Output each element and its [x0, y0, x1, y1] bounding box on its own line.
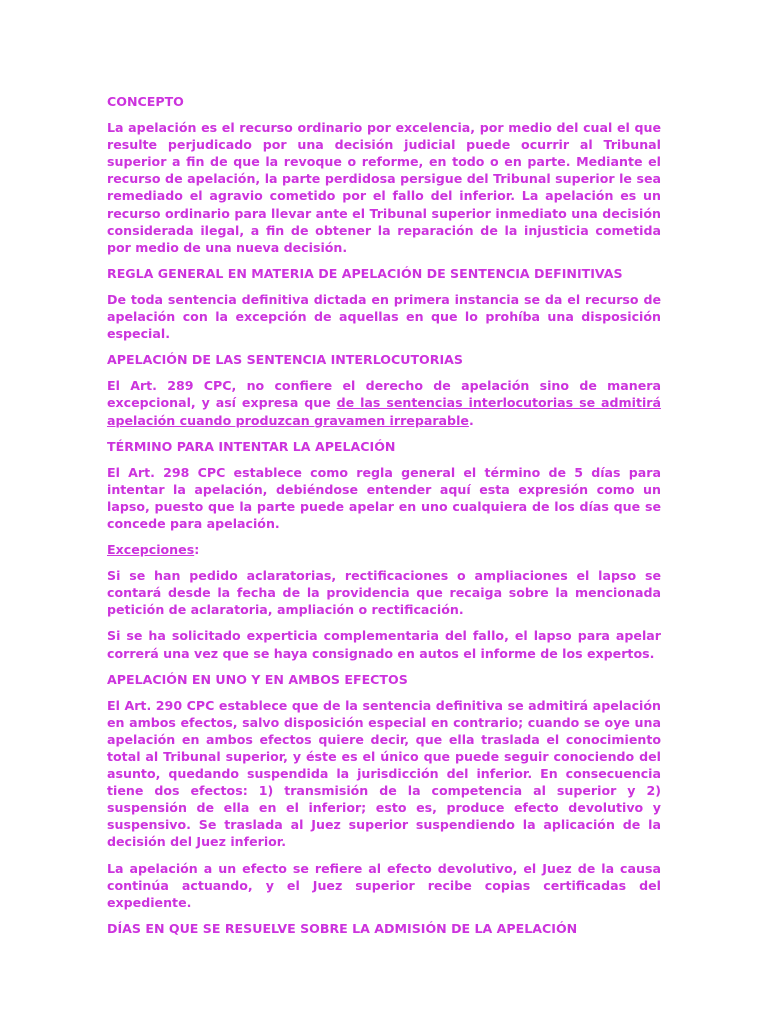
interlocutorias-text-start: El Art. 289 CPC, no confiere el derecho de apelación sino de manera excepcional, y así expresa que	[107, 378, 661, 411]
exceptions-label: Excepciones	[107, 542, 195, 558]
heading-dias-admision: DÍAS EN QUE SE RESUELVE SOBRE LA ADMISIÓN DE LA APELACIÓN	[107, 920, 578, 936]
paragraph-efecto-devolutivo: La apelación a un efecto se refiere al efecto devolutivo, el Juez de la causa continúa actuando, y el Juez superior recibe copias certificadas del expediente.	[107, 860, 661, 910]
paragraph-concepto: La apelación es el recurso ordinario por excelencia, por medio del cual el que resulte perjudicado por una decisión judicial puede ocurrir al Tribunal superior a fin de que la revoque o reforme, en todo o en parte. Mediante el recurso de apelación, la parte perdidosa persigue del Tribunal superior le sea remediado el agravio cometido por el fallo del inferior. La apelación es un recurso ordinario para llevar ante el Tribunal superior inmediato una decisión considerada ilegal, a fin de obtener la reparación de la injusticia cometida por medio de una nueva decisión.	[107, 120, 661, 255]
heading-efectos: APELACIÓN EN UNO Y EN AMBOS EFECTOS	[107, 671, 408, 687]
document-body	[107, 93, 661, 946]
paragraph-exception-aclaratorias: Si se han pedido aclaratorias, rectificaciones o ampliaciones el lapso se contará desde la fecha de la providencia que recaiga sobre la mencionada petición de aclaratoria, ampliación o rectificación.	[107, 568, 661, 618]
heading-regla-general: REGLA GENERAL EN MATERIA DE APELACIÓN DE SENTENCIA DEFINITIVAS	[107, 265, 623, 281]
exceptions-colon: :	[194, 542, 200, 558]
paragraph-termino: El Art. 298 CPC establece como regla general el término de 5 días para intentar la apelación, debiéndose entender aquí esta expresión como un lapso, puesto que la parte puede apelar en uno cualquiera de los días que se concede para apelación.	[107, 464, 661, 531]
heading-termino: TÉRMINO PARA INTENTAR LA APELACIÓN	[107, 438, 396, 454]
paragraph-efectos-ambos: El Art. 290 CPC establece que de la sentencia definitiva se admitirá apelación en ambos efectos, salvo disposición especial en contrario; cuando se oye una apelación en ambos efectos quiere decir, que ella traslada el conocimiento total al Tribunal superior, y éste es el único que puede seguir conociendo del asunto, quedando suspendida la jurisdicción del inferior. En consecuencia tiene dos efectos: 1) transmisión de la competencia al superior y 2) suspensión de ella en el inferior; esto es, produce efecto devolutivo y suspensivo. Se traslada al Juez superior suspendiendo la aplicación de la decisión del Juez inferior.	[107, 697, 661, 850]
heading-concepto: CONCEPTO	[107, 94, 184, 109]
paragraph-exception-experticia: Si se ha solicitado experticia complementaria del fallo, el lapso para apelar correrá una vez que se haya consignado en autos el informe de los expertos.	[107, 628, 661, 661]
heading-interlocutorias: APELACIÓN DE LAS SENTENCIA INTERLOCUTORIAS	[107, 352, 463, 368]
exceptions-line	[107, 541, 661, 558]
paragraph-regla-general: De toda sentencia definitiva dictada en primera instancia se da el recurso de apelación con la excepción de aquellas en que lo prohíba una disposición especial.	[107, 291, 661, 342]
interlocutorias-text-end: .	[468, 412, 474, 428]
interlocutorias-underlined-quote: de las sentencias interlocutorias se admitirá apelación cuando produzcan gravamen irreparable	[107, 395, 662, 428]
paragraph-interlocutorias	[107, 377, 661, 428]
